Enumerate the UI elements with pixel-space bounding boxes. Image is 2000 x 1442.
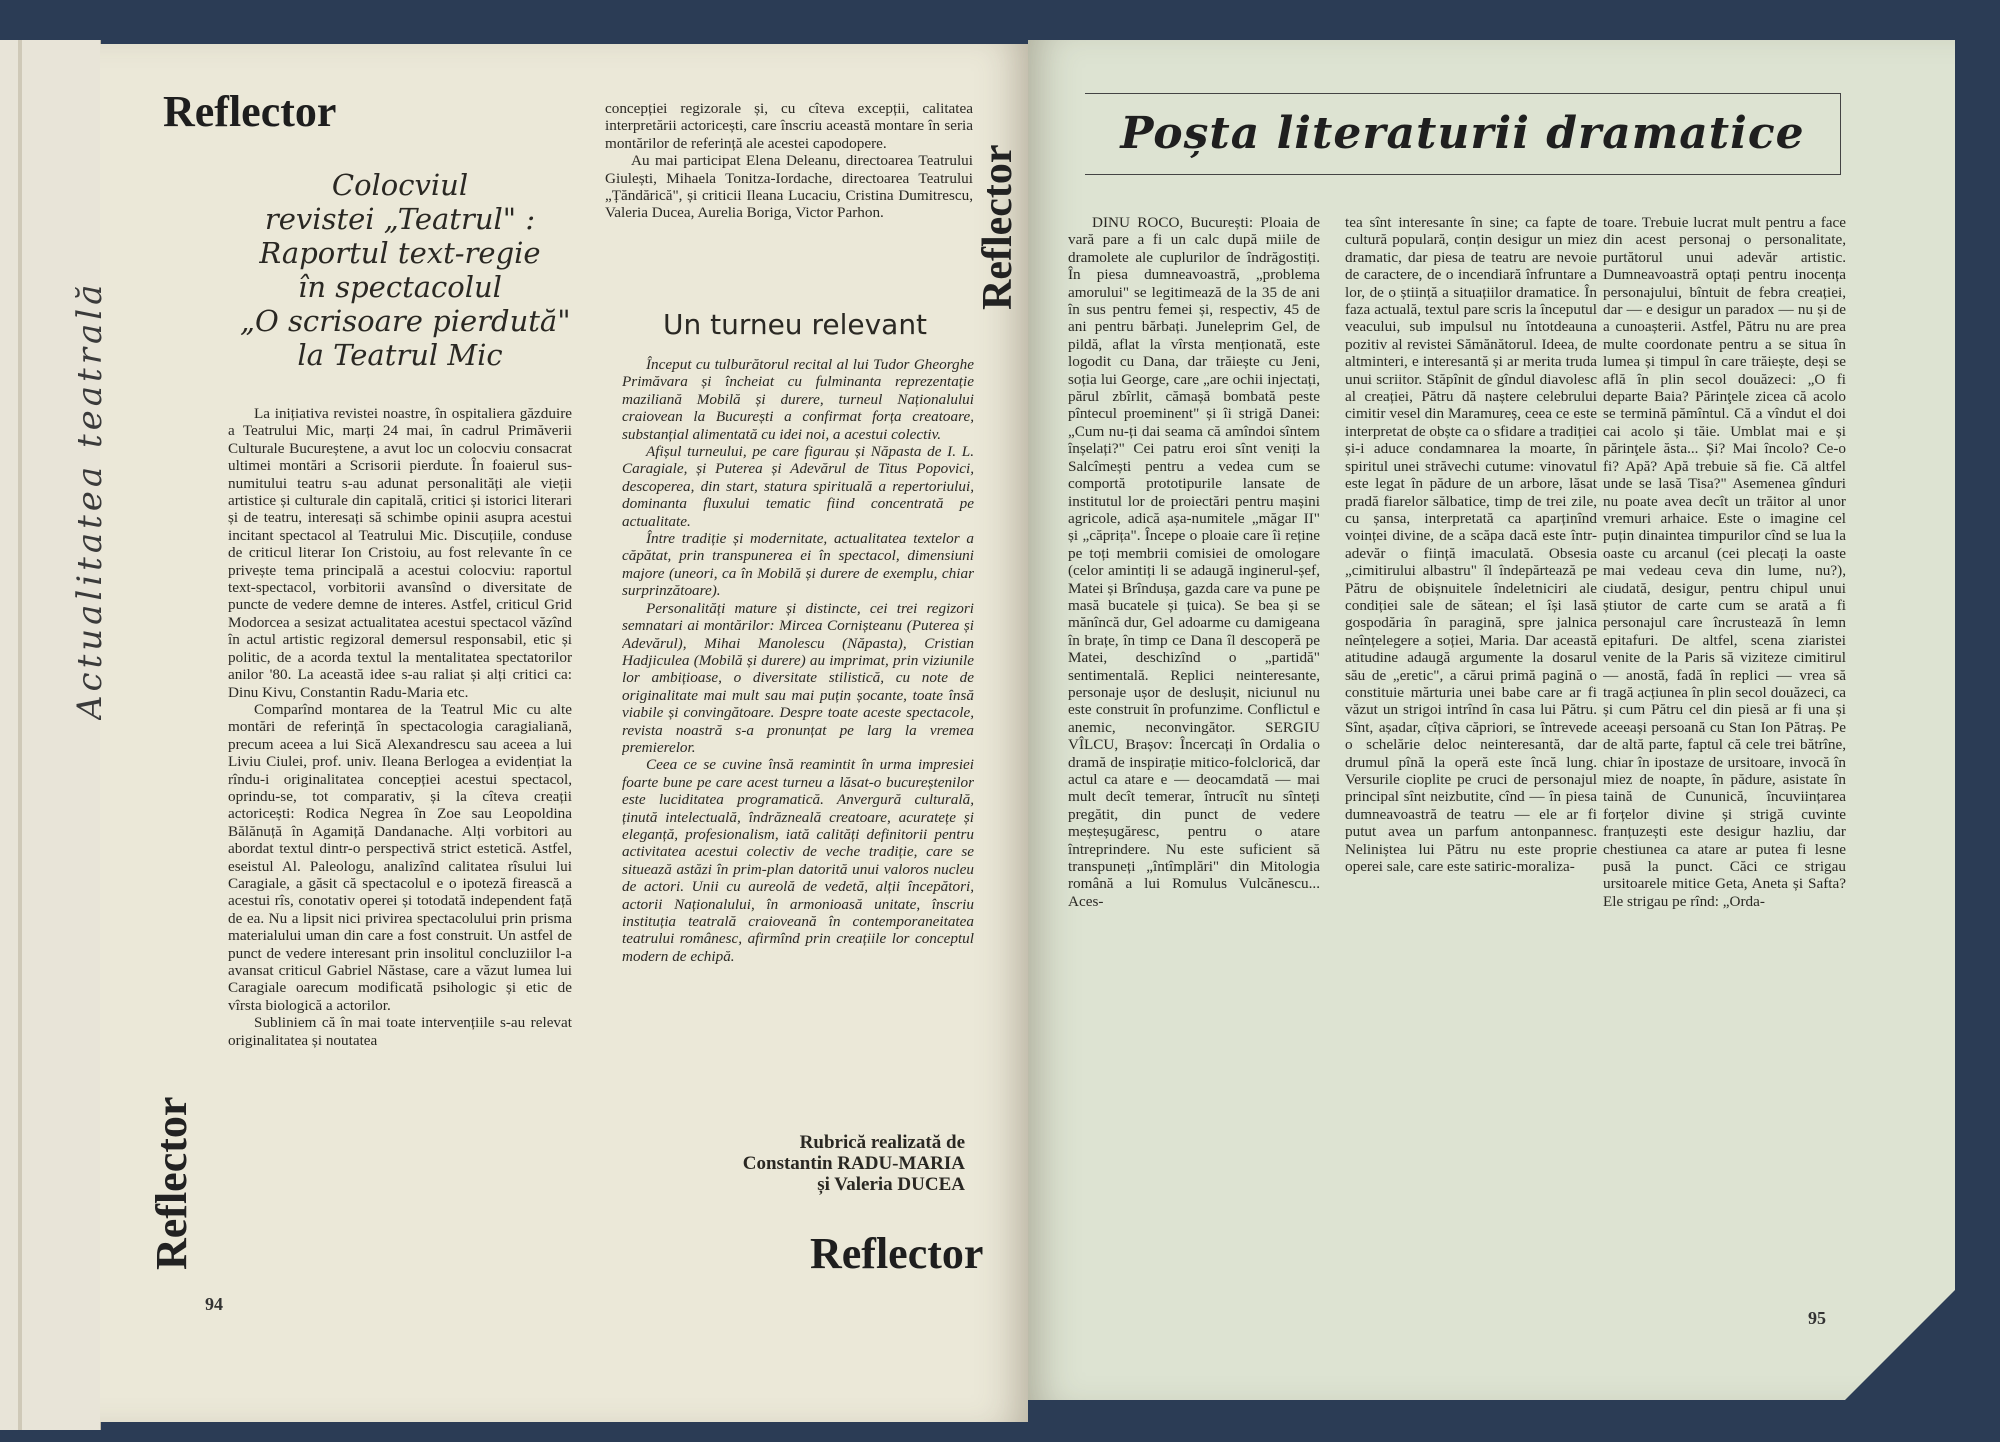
running-head-vertical: Actualitatea teatrală <box>70 280 110 720</box>
right-column-1 <box>1068 214 1320 1284</box>
paragraph: toare. Trebuie lucrat mult pentru a face din acest personaj o personalitate, purtătorul unui adevăr artistic. Dumneavoastră optați pentru inocența personajului, bîntuit de febra creației, dar — e desigur un paradox — nu și de a cunoașterii. Astfel, Pătru nu are prea multe coordonate pentru a se situa în lumea și timpul în care trăiește, deși se află în plin secol douăzeci: „O fi departe Baia? Părinţele zicea că acolo se termină pămîntul. Că a vîndut el doi cai acolo și tăie. Umblat mai e și părinţele ăsta... Și? Mai încolo? Ce-o fi? Apă? Apă trebuie să fie. Că altfel unde se lasă Tisa?" Asemenea gînduri nu poate avea decît un trăitor al unor vremuri arhaice. Este o imagine cel puțin dinaintea timpurilor cînd se lua la oaste cu arcanul (cei plecați la oaste mai vedeau ceva din lume, nu?), ciudată, desigur, pentru chipul unui știutor de carte cum se arată a fi personajul care încrustează în lemn epitafuri. De altfel, scena ziaristei venite de la Paris să viziteze cimitirul — anostă, fadă în replici — vrea să tragă acțiunea în plin secol douăzeci, ca și cum Pătru cel din piesă ar fi una și aceeași persoană cu Stan Ion Pătraș. Pe de altă parte, faptul că cele trei bătrîne, chiar în ipostaze de ursitoare, invocă în miez de noapte, în pădure, asistate în taină de Cununică, încuviințarea forțelor divine și strigă cuvinte franțuzești este desigur hazliu, dar chestiunea ca atare ar putea fi lesne pusă la punct. Căci ce strigau ursitoarele mitice Geta, Aneta și Safta? Ele strigau pe rînd: „Orda- <box>1603 214 1846 910</box>
kicker-line: „O scrisoare pierdută" <box>240 304 571 338</box>
kicker-line: Raportul text-regie <box>259 236 541 270</box>
torn-page-corner <box>1845 1290 1955 1400</box>
kicker-line: în spectacolul <box>298 270 502 304</box>
paragraph: Personalități mature și distincte, cei trei regizori semnatari ai montărilor: Mircea Cornișteanu (Puterea și Adevărul), Mihai Manolescu (Năpasta), Cristian Hadjiculea (Mobilă și durere) au imprimat, prin viziunile lor ambițioase, o diversitate stilistică, cu note de originalitate mai mult sau mai puțin șocante, toate însă viabile și convingătoare. Despre toate aceste spectacole, revista noastră s-a pronunțat pe larg la vremea premierelor. <box>622 599 974 756</box>
paragraph: DINU ROCO, București: Ploaia de vară pare a fi un calc după miile de dramolete ale cuplurilor de îndrăgostiți. În piesa dumneavoastră, „problema amorului" se legitimează de la 35 de ani în sus pentru femei și, respectiv, 45 de ani pentru bărbați. Juneleprim Gel, de pildă, aflat la vîrsta menționată, este logodit cu Dana, dar trăiește cu Jeni, soția lui George, care „are ochii injectați, părul zbîrlit, cămașă bombată peste pîntecul proeminent" și îi strigă Danei: „Cum nu-ți dai seama că amîndoi sîntem înșelați?" Cei patru eroi sînt veniți la Salcîmești pentru a vedea cum se comportă prototipurile lansate de institutul lor de proiectări pentru mașini agricole, adică așa-numitele „măgar II" și „căprița". Începe o ploaie care îi reține pe toți membrii comisiei de omologare (celor amintiți li se adaugă inginerul-șef, Matei și Brîndușa, gazda care va pune pe masă bucatele și țuica). Se bea și se mănîncă dur, Gel adoarme cu damigeana în brațe, în timp ce Dana îl descoperă pe Matei, deschizînd o „partidă" sentimentală. Replici neinteresante, personaje ușor de deslușit, niciunul nu este construit în profunzime. Conflictul e anemic, neconvingător. SERGIU VÎLCU, Brașov: Încercați în Ordalia o dramă de inspirație mitico-folclorică, dar actul ca atare e — deocamdată — mai mult decît temerar, întrucît nu sînteți pregătit, din punct de vedere meșteșugăresc, pentru o atare întreprindere. Nu este suficient să transpuneți „întîmplări" din Mitologia română a lui Romulus Vulcănescu... Aces- <box>1068 214 1320 910</box>
paragraph: Au mai participat Elena Deleanu, directoarea Teatrului Giulești, Mihaela Tonitza-Iordache, directoarea Teatrului „Țăndărică", și criticii Ileana Lucaciu, Cristina Dumitrescu, Valeria Ducea, Aurelia Boriga, Victor Parhon. <box>605 152 973 222</box>
article-kicker <box>240 168 571 372</box>
byline-line: Constantin RADU-MARIA <box>742 1153 965 1174</box>
right-column-2 <box>1345 214 1597 1284</box>
page-title: Poșta literaturii dramatice <box>1120 107 1805 159</box>
article-title: Un turneu relevant <box>662 308 928 341</box>
left-column-1 <box>228 405 572 1275</box>
kicker-line: la Teatrul Mic <box>297 338 503 372</box>
paragraph: concepției regizorale și, cu cîteva excepții, calitatea interpretării actoricești, care înscriu această montare în seria montărilor de referință ale acestei capodopere. <box>605 100 973 152</box>
kicker-line: revistei „Teatrul" : <box>264 202 536 236</box>
section-heading: Reflector <box>810 1229 984 1278</box>
section-heading: Reflector <box>163 87 337 136</box>
right-column-3 <box>1603 214 1846 1284</box>
left-column-2 <box>622 356 974 1128</box>
kicker-line: Colocviul <box>331 168 469 202</box>
paragraph: Început cu tulburătorul recital al lui Tudor Gheorghe Primăvara și încheiat cu fulminanta reprezentație maziliană Mobilă și durere, turneul Naționalului craiovean la București a confirmat forța creatoare, substanțial alimentată cu idei noi, a acestui colectiv. <box>622 356 974 443</box>
byline-line: Rubrică realizată de <box>799 1132 965 1153</box>
paragraph: Subliniem că în mai toate intervențiile s-au relevat originalitatea și noutatea <box>228 1014 572 1049</box>
paragraph: Comparînd montarea de la Teatrul Mic cu alte montări de referință în spectacologia caragialiană, precum aceea a lui Sică Alexandrescu sau aceea a lui Liviu Ciulei, prof. univ. Ileana Berlogea a evidențiat la rîndu-i originalitatea concepției acestui spectacol, oprindu-se, tot comparativ, și la cîteva creații actoricești: Rodica Negrea în Zoe sau Leopoldina Bălănuță în Agamiță Dandanache. Alți vorbitori au abordat textul dintr-o perspectivă strict estetică. Astfel, eseistul Al. Paleologu, analizînd calitatea rîsului lui Caragiale, a găsit că spectacolul e o ipoteză firească a acestui rîs, conotativ operei și totodată independent față de ea. Nu a lipsit nici privirea spectacolului prin prisma materialului uman din care a fost construit. Un astfel de punct de vedere interesant prin insolitul concluziilor l-a avansat criticul Gabriel Năstase, care a văzut lumea lui Caragiale oarecum modificată psihologic și etic de vîrsta biologică a actorilor. <box>228 700 572 1014</box>
paragraph: Afișul turneului, pe care figurau și Năpasta de I. L. Caragiale, și Puterea și Adevărul de Titus Popovici, descoperea, din start, statura spirituală a repertoriului, dominanta fluxului tematic fiind concentrată pe actualitate. <box>622 443 974 530</box>
paragraph: Între tradiție și modernitate, actualitatea textelor a căpătat, prin transpunerea ei în spectacol, dimensiuni majore (uneori, ca în Mobilă și durere de exemplu, chiar surprinzătoare). <box>622 530 974 600</box>
paragraph: tea sînt interesante în sine; ca fapte de cultură populară, conțin desigur un miez dramatic, dar piesa de teatru are nevoie de caractere, de o incendiară înfruntare a lor, de o știință a situațiilor dramatice. În faza actuală, textul pare scris la începutul veacului, sub impulsul nu întotdeauna pozitiv al revistei Sămănătorul. Ideea, de altminteri, e interesantă și ar merita truda unui scriitor. Stăpînit de gîndul diavolesc al creației, Pătru dă naștere celebrului cimitir vesel din Maramureș, ceea ce este interpretat de obște ca o sfidare a tradiției și-i aduce condamnarea la moarte, în spiritul unei străvechi cutume: vinovatul este legat în pădure de un arbore, lăsat pradă fiarelor sălbatice, timp de trei zile, cu șansa, interpretată ca aparținînd voinței divine, de a scăpa dacă este într-adevăr o ființă imaculată. Obsesia „cimitirului albastru" îl îndepărtează pe Pătru de obișnuitele îndeletniciri ale condiției sale de sătean; el își lasă gospodăria în paragină, spre jalnica neînțelegere a soției, Maria. Dar această atitudine adaugă argumente la dosarul său de „eretic", a cărui primă pagină o constituie mărturia unei babe care ar fi văzut un strigoi intrînd în casa lui Pătru. Sînt, așadar, cîțiva căpriori, se întrevede o schelărie deloc neinteresantă, dar drumul pînă la operă este încă lung. Versurile cioplite pe cruci de personajul principal sînt neizbutite, cînd — în piesa dumneavoastră de teatru — ele ar fi putut avea un parfum antonpannesc. Neliniștea lui Pătru nu este proprie operei sale, care este satiric-moraliza- <box>1345 214 1597 876</box>
left-column-2-top <box>605 100 973 280</box>
page-number: 94 <box>205 1294 223 1314</box>
section-heading-vertical: Reflector <box>147 1096 196 1270</box>
byline-line: și Valeria DUCEA <box>817 1174 965 1195</box>
page-number: 95 <box>1808 1308 1826 1328</box>
paragraph: La inițiativa revistei noastre, în ospitaliera găzduire a Teatrului Mic, marți 24 mai, în cadrul Primăverii Culturale Bucureștene, a avut loc un colocviu consacrat ultimei montări a Scrisorii pierdute. În foaierul sus-numitului teatru s-au adunat personalități ale vieții artistice și culturale din capitală, critici și istorici literari și de teatru, interesați să schimbe opinii asupra acestui incitant spectacol al Teatrului Mic. Discuțiile, conduse de criticul literar Ion Cristoiu, au fost relevante în ce privește tema principală a acestui colocviu: raportul text-spectacol, vorbitorii avansînd o diversitate de puncte de vedere demne de interes. Astfel, criticul Grid Modorcea a sesizat actualitatea acestui spectacol văzînd în actul artistic regizoral demersul responsabil, etic și politic, de a acorda textul la mentalitatea spectatorilor anilor '80. La această idee s-au raliat și alți critici ca: Dinu Kivu, Constantin Radu-Maria etc. <box>228 405 572 701</box>
byline <box>640 1132 965 1195</box>
section-heading-vertical: Reflector <box>975 144 1021 310</box>
paragraph: Ceea ce se cuvine însă reamintit în urma impresiei foarte bune pe care acest turneu a lăsat-o bucureștenilor este luciditatea programatică. Anvergură culturală, ținută intelectuală, îndrăzneală creatoare, acuratețe și eleganță, profesionalism, iată calități definitorii pentru activitatea acestui colectiv de veche tradiție, care se situează astăzi în prim-plan datorită unui valoros nucleu de actori. Unii cu aureolă de vedetă, alții începători, actorii Naționalului, în armonioasă unitate, înscriu instituția teatrală craioveană în contemporaneitatea teatrului românesc, afirmînd prin creațiile lor conceptul modern de echipă. <box>622 756 974 965</box>
